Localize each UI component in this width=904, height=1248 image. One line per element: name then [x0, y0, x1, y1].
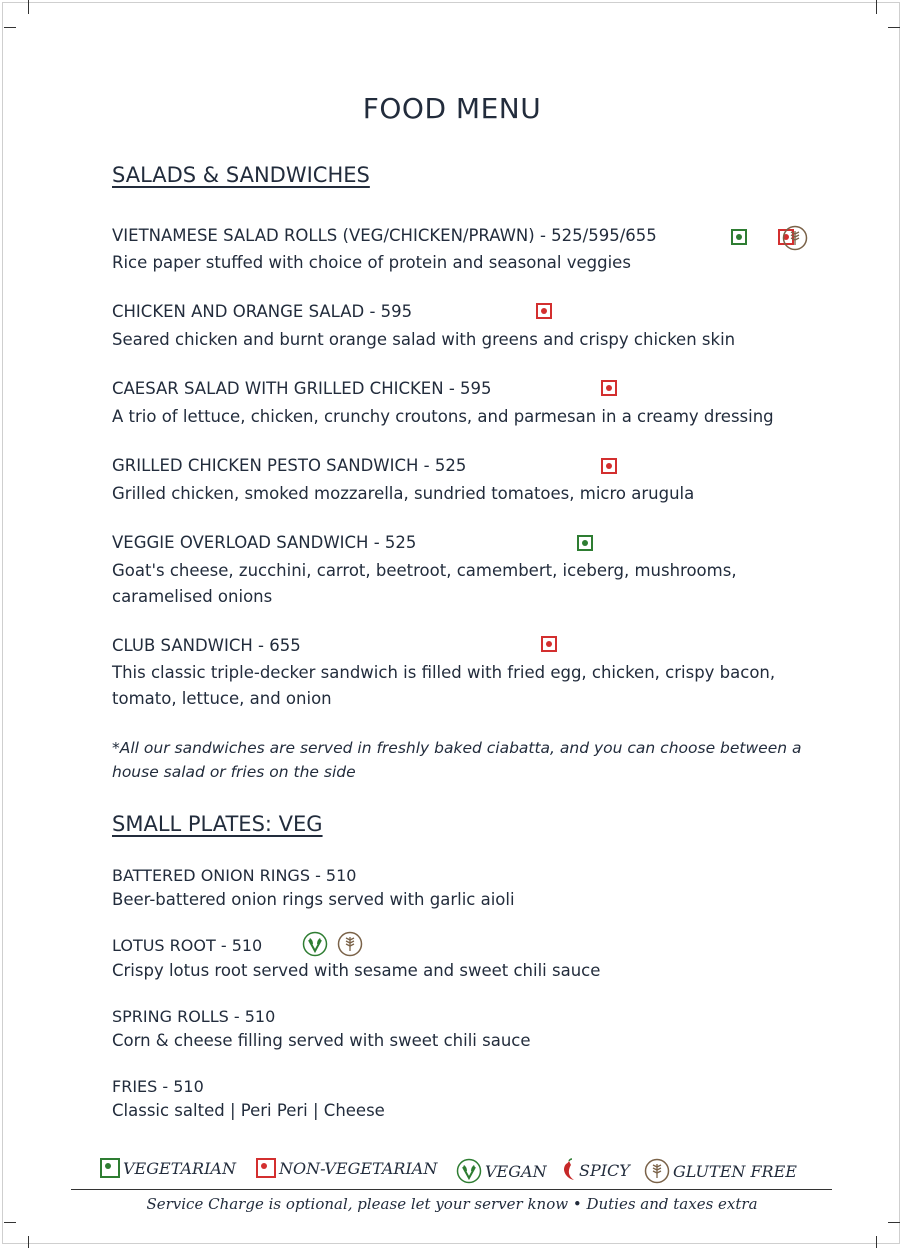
footer-divider: [71, 1189, 832, 1190]
non-vegetarian-icon: [541, 636, 557, 652]
page-frame: [2, 2, 900, 1244]
legend-vegan: [456, 1158, 547, 1184]
sandwich-note: *All our sandwiches are served in freshly baked ciabatta, and you can choose between a house salad or fries on the side: [112, 739, 802, 781]
legend-vegan-label: VEGAN: [485, 1161, 547, 1181]
crop-mark-top-right-h: [888, 27, 900, 28]
crop-mark-top-right: [876, 0, 877, 14]
item-name-grilled-chicken-pesto-sandwich: GRILLED CHICKEN PESTO SANDWICH - 525: [112, 456, 467, 475]
item-name-veggie-overload-sandwich: VEGGIE OVERLOAD SANDWICH - 525: [112, 533, 417, 552]
item-description-fries: Classic salted | Peri Peri | Cheese: [112, 1101, 385, 1120]
item-name-lotus-root: LOTUS ROOT - 510: [112, 936, 263, 955]
item-name-caesar-salad: CAESAR SALAD WITH GRILLED CHICKEN - 595: [112, 379, 492, 398]
vegan-icon: [456, 1158, 482, 1184]
section-heading-small-plates-veg: SMALL PLATES: VEG: [112, 812, 323, 836]
gluten-free-icon: [337, 931, 363, 957]
item-description-veggie-overload-sandwich: Goat's cheese, zucchini, carrot, beetroot, camembert, iceberg, mushrooms, caramelised onions: [112, 561, 737, 606]
item-description-grilled-chicken-pesto-sandwich: Grilled chicken, smoked mozzarella, sundried tomatoes, micro arugula: [112, 484, 695, 503]
item-description-spring-rolls: Corn & cheese filling served with sweet chili sauce: [112, 1031, 531, 1050]
chili-pepper-icon: [560, 1158, 576, 1182]
legend-gluten-free-label: GLUTEN FREE: [673, 1161, 797, 1181]
item-description-caesar-salad: A trio of lettuce, chicken, crunchy croutons, and parmesan in a creamy dressing: [112, 407, 774, 426]
vegan-icon: [302, 931, 328, 957]
item-name-spring-rolls: SPRING ROLLS - 510: [112, 1007, 276, 1026]
crop-mark-bottom-right: [876, 1236, 877, 1248]
crop-mark-bottom-right-h: [888, 1222, 900, 1223]
dietary-legend: [100, 1158, 820, 1182]
item-description-lotus-root: Crispy lotus root served with sesame and sweet chili sauce: [112, 961, 601, 980]
gluten-free-icon: [644, 1158, 670, 1184]
item-description-club-sandwich: This classic triple-decker sandwich is filled with fried egg, chicken, crispy bacon, tomato, lettuce, and onion: [112, 663, 776, 708]
vegetarian-icon: [577, 535, 593, 551]
section-heading-salads-sandwiches: SALADS & SANDWICHES: [112, 163, 370, 187]
legend-spicy: [560, 1158, 630, 1182]
menu-title: FOOD MENU: [362, 92, 542, 125]
item-name-chicken-orange-salad: CHICKEN AND ORANGE SALAD - 595: [112, 302, 413, 321]
non-vegetarian-icon: [536, 303, 552, 319]
non-vegetarian-icon: [601, 380, 617, 396]
item-name-battered-onion-rings: BATTERED ONION RINGS - 510: [112, 866, 357, 885]
footer-note: Service Charge is optional, please let your server know • Duties and taxes extra: [146, 1195, 758, 1213]
legend-non-vegetarian: [256, 1158, 437, 1178]
item-name-vietnamese-salad-rolls: VIETNAMESE SALAD ROLLS (VEG/CHICKEN/PRAWN) - 525/595/655: [112, 226, 657, 245]
crop-mark-bottom-left-h: [4, 1222, 16, 1223]
non-vegetarian-icon: [601, 458, 617, 474]
legend-spicy-label: SPICY: [579, 1160, 630, 1180]
crop-mark-top-left: [28, 0, 29, 14]
legend-vegetarian: [100, 1158, 236, 1178]
item-name-fries: FRIES - 510: [112, 1077, 204, 1096]
item-description-vietnamese-salad-rolls: Rice paper stuffed with choice of protein and seasonal veggies: [112, 253, 631, 272]
legend-vegetarian-label: VEGETARIAN: [123, 1158, 236, 1178]
crop-mark-bottom-left: [28, 1236, 29, 1248]
legend-non-vegetarian-label: NON-VEGETARIAN: [279, 1158, 438, 1178]
non-vegetarian-icon: [256, 1158, 276, 1178]
gluten-free-icon: [782, 225, 808, 251]
crop-mark-top-left-h: [4, 27, 16, 28]
legend-gluten-free: [644, 1158, 797, 1184]
item-description-chicken-orange-salad: Seared chicken and burnt orange salad with greens and crispy chicken skin: [112, 330, 736, 349]
item-description-battered-onion-rings: Beer-battered onion rings served with garlic aioli: [112, 890, 515, 909]
vegetarian-icon: [100, 1158, 120, 1178]
item-name-club-sandwich: CLUB SANDWICH - 655: [112, 636, 301, 655]
vegetarian-icon: [731, 229, 747, 245]
